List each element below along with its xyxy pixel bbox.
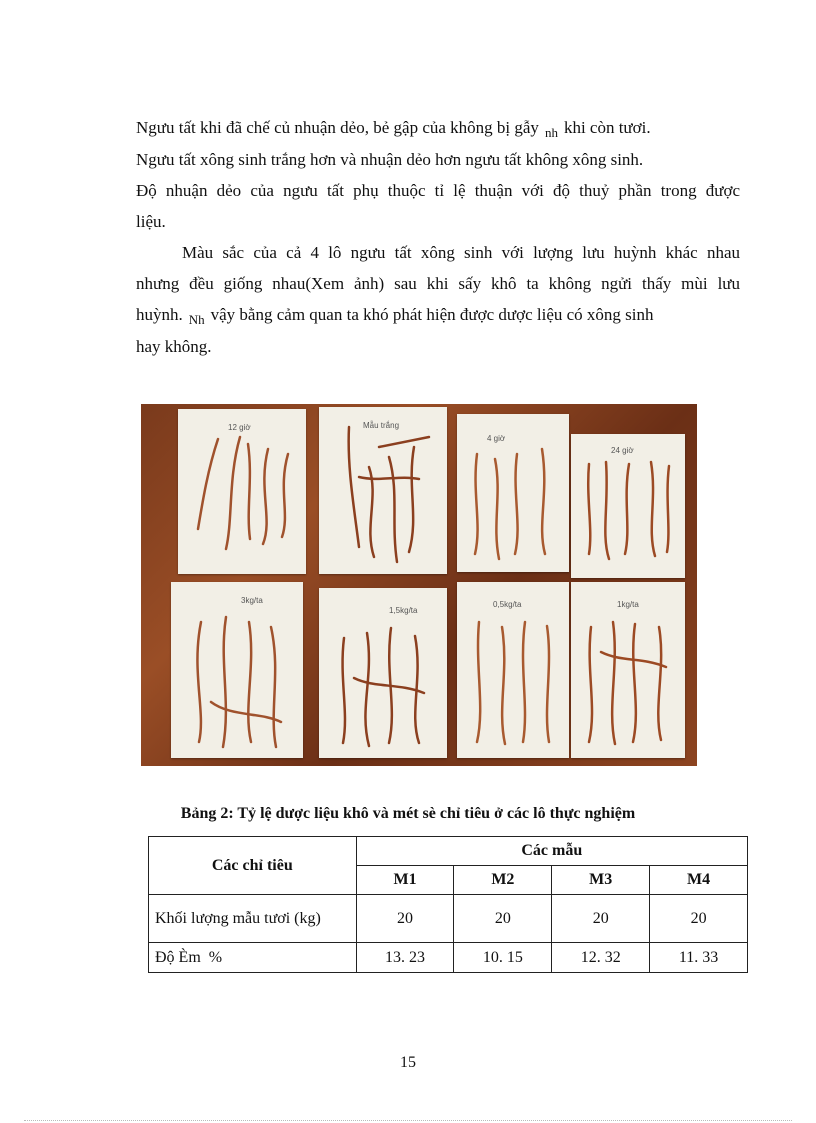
header-samples: Các mẫu <box>356 837 747 866</box>
sample-card-label: 1kg/ta <box>617 600 639 609</box>
root-drawing <box>319 588 447 758</box>
text-segment: vậy bằng cảm quan ta khó phát hiện được dược liệu có xông sinh <box>210 305 654 324</box>
text-fragment: Nh <box>188 312 205 327</box>
sample-card-label: 0,5kg/ta <box>493 600 522 609</box>
header-sample: M2 <box>454 866 552 895</box>
sample-card <box>457 414 569 572</box>
table-cell: 20 <box>356 895 454 943</box>
root-drawing <box>457 582 569 758</box>
paragraph-2-line-4: hay không. <box>136 337 212 356</box>
root-drawing <box>171 582 303 758</box>
row-label: Độ Èm % <box>149 943 357 973</box>
sample-card-label: 12 giờ <box>228 423 251 432</box>
sample-card <box>319 407 447 574</box>
sample-card <box>571 582 685 758</box>
sample-card <box>178 409 306 574</box>
table-cell: 20 <box>650 895 748 943</box>
table-cell: 11. 33 <box>650 943 748 973</box>
root-drawing <box>571 582 685 758</box>
sample-card <box>457 582 569 758</box>
paragraph-1 <box>136 112 740 237</box>
paragraph-1-line-2: Ngưu tất xông sinh trắng hơn và nhuận dẻo hơn ngưu tất không xông sinh. <box>136 150 644 169</box>
root-drawing <box>178 409 306 574</box>
text-fragment: nh <box>544 125 558 140</box>
paragraph-2-line-1: Màu sắc của cả 4 lô ngưu tất xông sinh với lượng lưu huỳnh khác nhau <box>182 243 740 262</box>
row-label: Khối lượng mẫu tươi (kg) <box>149 895 357 943</box>
root-drawing <box>319 407 447 574</box>
table-cell: 20 <box>552 895 650 943</box>
root-drawing <box>571 434 685 578</box>
text-segment: khi còn tươi. <box>563 118 651 137</box>
page-number: 15 <box>400 1054 416 1071</box>
paragraph-1-line-4: liệu. <box>136 212 166 231</box>
table-row <box>149 895 748 943</box>
table-header-row <box>149 837 748 866</box>
paragraph-2-line-3 <box>136 299 740 331</box>
paragraph-1-line-1 <box>136 112 740 144</box>
table-row <box>149 943 748 973</box>
page-bottom-divider <box>24 1120 792 1121</box>
paragraph-2 <box>136 237 740 362</box>
sample-card-label: Mẫu trắng <box>363 421 400 430</box>
table-cell: 10. 15 <box>454 943 552 973</box>
paragraph-1-line-3: Độ nhuận dẻo của ngưu tất phụ thuộc tỉ lệ thuận với độ thuỷ phần trong được <box>136 181 740 200</box>
header-indicators: Các chỉ tiêu <box>149 837 357 895</box>
sample-card-label: 4 giờ <box>487 434 506 443</box>
root-drawing <box>457 414 569 572</box>
text-segment: Ngưu tất khi đã chế củ nhuận dẻo, bẻ gập của không bị gẫy <box>136 118 539 137</box>
header-sample: M3 <box>552 866 650 895</box>
header-sample: M4 <box>650 866 748 895</box>
header-sample: M1 <box>356 866 454 895</box>
sample-card-label: 1,5kg/ta <box>389 606 418 615</box>
table-caption: Bảng 2: Tỷ lệ dược liệu khô và mét sè chỉ tiêu ở các lô thực nghiệm <box>180 805 636 822</box>
sample-card <box>571 434 685 578</box>
text-segment: huỳnh. <box>136 305 183 324</box>
sample-card <box>319 588 447 758</box>
sample-card-label: 24 giờ <box>611 446 634 455</box>
table-cell: 20 <box>454 895 552 943</box>
data-table <box>148 836 748 973</box>
table-cell: 12. 32 <box>552 943 650 973</box>
sample-photo <box>141 404 697 766</box>
sample-card-label: 3kg/ta <box>241 596 263 605</box>
paragraph-2-line-2: nhưng đều giống nhau(Xem ảnh) sau khi sấy khô ta không ngửi thấy mùi lưu <box>136 274 740 293</box>
table-cell: 13. 23 <box>356 943 454 973</box>
sample-card <box>171 582 303 758</box>
